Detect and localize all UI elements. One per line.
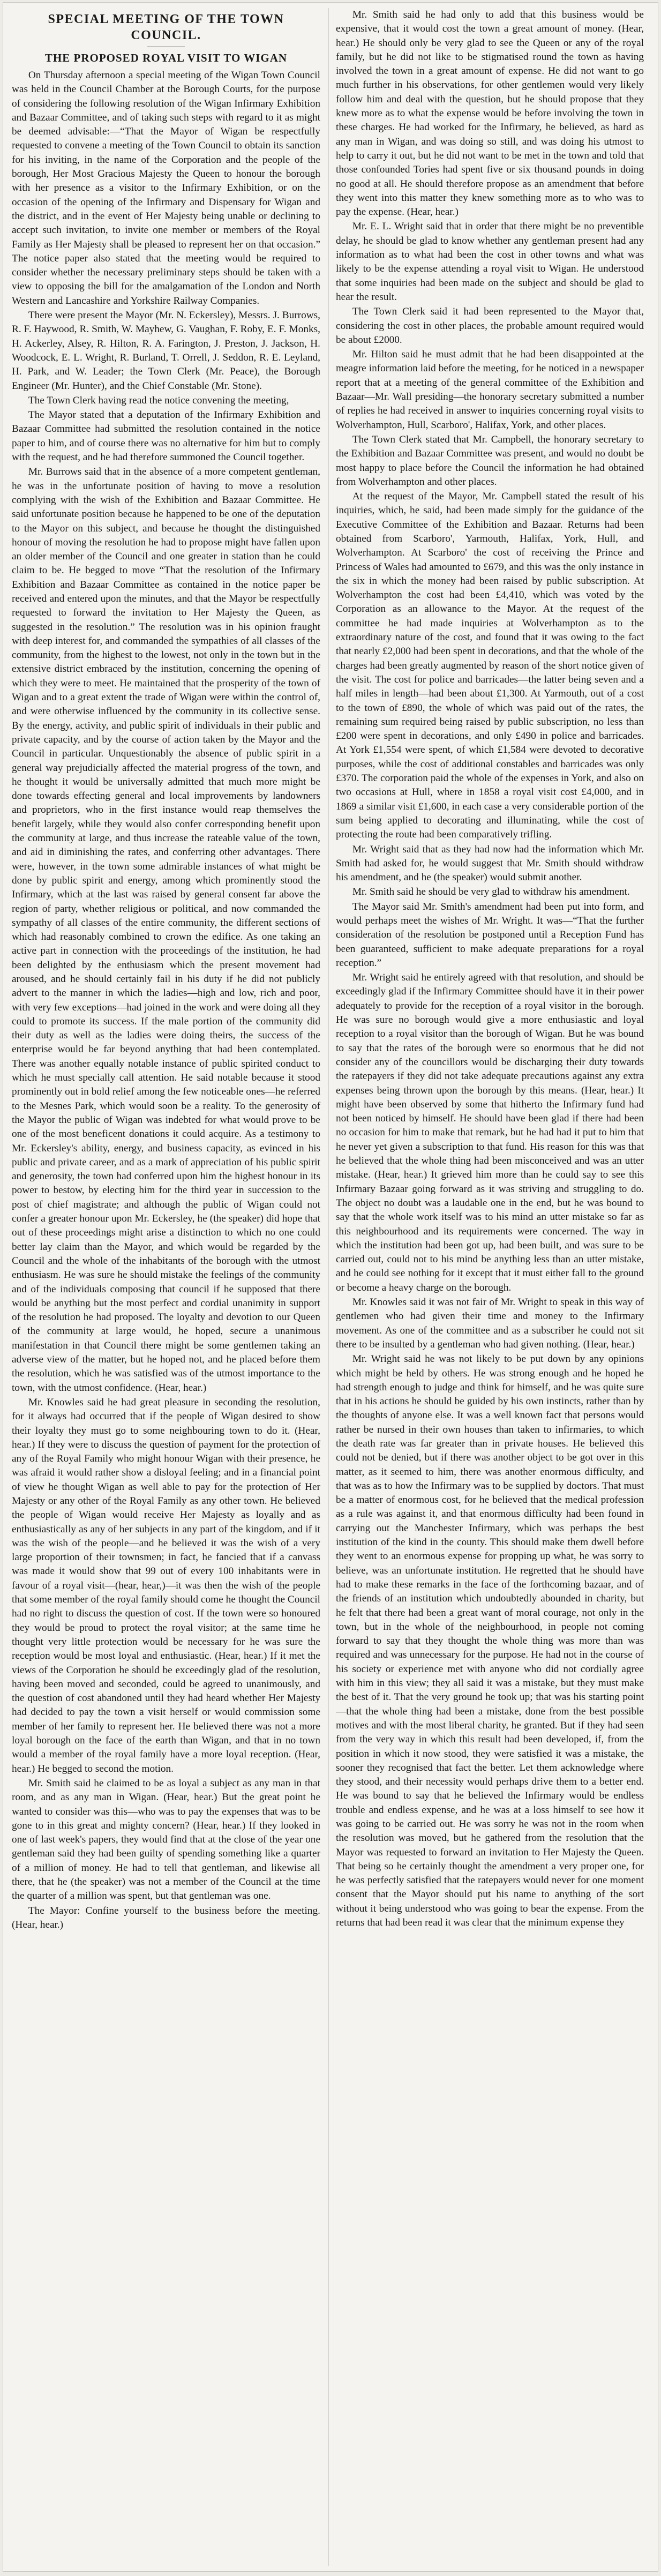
paragraph: Mr. Smith said he had only to add that this business would be expensive, that it would cost the town a great amount of money. (Hear, hear.) He should only be very glad to see the Queen or any of the royal family, but he did not like to be stigmatised round the town as having involved the town in a great amount of expense. He did not want to go much further in his observations, for other gentlemen would very likely follow him and deal with the question, but he should propose that they knew more as to what the expense would be before involving the town in these charges. He had worked for the Infirmary, he believed, as hard as any man in Wigan, and was doing so still, and was doing his utmost to help to carry it out, but he did not want to be met in the town and told that those confounded Tories had spent five or six thousand pounds in doing no good at all. He should therefore propose as an amendment that before they went into this matter they knew something more as to who was to pay the expense. (Hear, hear.): [336, 9, 644, 218]
paragraph: At the request of the Mayor, Mr. Campbell stated the result of his inquiries, which, he said, had been made simply for the guidance of the Executive Committee of the Exhibition and Bazaar. Returns had been obtained from Scarboro', Yarmouth, Halifax, York, Hull, and Wolverhampton. At Scarboro' the cost of receiving the Prince and Princess of Wales had amounted to £679, and this was the only instance in the six in which the money had been raised by public subscription. At Wolverhampton the cost had been £4,410, which was voted by the Corporation as an allowance to the Mayor. At the request of the committee he had made inquiries at Wolverhampton as to the extraordinary nature of the cost, and found that it was owing to the fact that nearly £2,000 had been spent in decorations, and that the whole of the charges had been greatly augmented by reason of the short notice given of the visit. The cost for police and barricades—the latter being seven and a half miles in length—had been about £1,300. At Yarmouth, out of a cost to the town of £890, the whole of which was paid out of the rates, the remaining sum required being raised by public subscription, no less than £200 were spent in decorations, and only £490 in police and barricades. At York £1,554 were spent, of which £1,584 were devoted to decorative purposes, while the cost of additional constables and barricades was only £370. The corporation paid the whole of the expenses in York, and also on two occasions at Hull, where in 1858 a royal visit cost £4,000, and in 1869 a similar visit £1,600, in each case a very considerable portion of the sum being applied to decorating and illuminating, while the cost of protecting the route had been comparatively trifling.: [336, 491, 644, 841]
subheadline: THE PROPOSED ROYAL VISIT TO WIGAN: [44, 51, 288, 64]
paragraph: Mr. E. L. Wright said that in order that there might be no preventible delay, he should be glad to know whether any gentleman present had any information as to what had been the cost in other towns and what was likely to be the expense attending a royal visit to Wigan. He understood that some inquiries had been made on the subject and should be glad to hear the result.: [336, 221, 644, 303]
paragraph: On Thursday afternoon a special meeting of the Wigan Town Council was held in the Council Chamber at the Borough Courts, for the purpose of considering the following resolution of the Wigan Infirmary Exhibition and Bazaar Committee, and of taking such steps with regard to it as might be deemed advisable:—“That the Mayor of Wigan be respectfully requested to convene a meeting of the Town Council to obtain its sanction for his inviting, in the name of the Corporation and the people of the borough, Her Most Gracious Majesty the Queen to honour the borough with her presence as a visitor to the Infirmary Exhibition, or on the occasion of the opening of the Infirmary and Dispensary for Wigan and the district, and in the event of Her Majesty being unable or declining to accept such invitation, to invite one member or members of the Royal Family as Her Majesty shall be pleased to represent her on that occasion.” The notice paper also stated that the meeting would be required to consider whether the necessary preliminary steps should be taken with a view to opposing the bill for the amalgamation of the London and North Western and Lancashire and Yorkshire Railway Companies.: [12, 70, 320, 306]
paragraph: The Town Clerk said it had been represented to the Mayor that, considering the cost in other places, the probable amount required would be about £2000.: [336, 306, 644, 346]
paragraph: Mr. Wright said that as they had now had the information which Mr. Smith had asked for, he would suggest that Mr. Smith should withdraw his amendment, and he (the speaker) would submit another.: [336, 843, 644, 883]
paragraph: Mr. Wright said he entirely agreed with that resolution, and should be exceedingly glad if the Infirmary Committee should have it in their power adequately to provide for the reception of a royal visitor in the borough. He was sure no borough would give a more enthusiastic and loyal reception to a royal visitor than the borough of Wigan. But he was bound to say that the rates of the borough were so enormous that he did not consider any of the councillors would be discharging their duty towards the ratepayers if they did not take adequate precautions against any extra expenses being thrown upon the borough by this means. (Hear, hear.) It might have been observed by some that hitherto the Infirmary fund had not been noticed by himself. He should have been glad if there had been no occasion for him to make that remark, but he had had it put to him that he never yet given a subscription to that fund. His reason for this was that he believed that the whole thing had been misconceived and was an utter mistake. (Hear, hear.) It grieved him more than he could say to see this Infirmary Bazaar going forward as it was striving and struggling to do. The object no doubt was a laudable one in the end, but he was bound to say that the whole work itself was to his mind an utter mistake so far as this neighbourhood and its requirements were concerned. The way in which the institution had been got up, had been built, and was sure to be carried out, could not to his mind be anything less than an utter mistake, and he could see nothing for it except that it must either fall to the ground or become a heavy charge on the borough.: [336, 972, 644, 1293]
newspaper-page: [3, 2, 658, 2572]
paragraph: Mr. Knowles said it was not fair of Mr. Wright to speak in this way of gentlemen who had given their time and money to the Infirmary movement. As one of the committee and as a subscriber he could not sit there to be insulted by a gentleman who had given nothing. (Hear, hear.): [336, 1297, 644, 1350]
paragraph: The Town Clerk having read the notice convening the meeting,: [28, 394, 289, 406]
paragraph: Mr. Hilton said he must admit that he had been disappointed at the meagre information laid before the meeting, for he noticed in a newspaper report that at a meeting of the general committee of the Exhibition and Bazaar—Mr. Wall presiding—the honorary secretary submitted a number of replies he had received in answer to inquiries concerning royal visits to Wolverhampton, Hull, Scarboro', Halifax, York, and other places.: [336, 349, 644, 431]
paragraph: The Mayor stated that a deputation of the Infirmary Exhibition and Bazaar Committee had submitted the resolution contained in the notice paper to him, and of course there was no alternative for him but to comply with the request, and he had therefore summoned the Council together.: [12, 409, 320, 463]
paragraph: Mr. Burrows said that in the absence of a more competent gentleman, he was in the unfortunate position of having to move a resolution complying with the wish of the Exhibition and Bazaar Committee. He said unfortunate position because he happened to be one of the deputation to the Mayor on this subject, and because he thought the distinguished honour of moving the resolution he had to propose might have fallen upon an older member of the Council and one greater in station than he could claim to be. He begged to move “That the resolution of the Infirmary Exhibition and Bazaar Committee as contained in the notice paper be received and entered upon the minutes, and that the Mayor be respectfully requested to forward the invitation to Her Majesty the Queen, as suggested in the resolution.” The resolution was in his opinion fraught with deep interest for, and commanded the sympathies of all classes of the community, from the highest to the lowest, not only in the town but in the extensive district embraced by the institution, concerning the opening of which they were to meet. He maintained that the prosperity of the town of Wigan and to a great extent the trade of Wigan were within the control of, and were otherwise influenced by the community in its collective sense. By the energy, activity, and public spirit of individuals in their public and private capacity, and by the course of action taken by the Mayor and the Council in particular. Unquestionably the absence of public spirit in a general way prejudicially affected the material progress of the town, and he thought it would be universally admitted that much more might be done towards effecting general and local improvements by landowners and proprietors, who in the first instance would reap themselves the benefit largely, while they would also confer corresponding benefit upon the community at large, and thus increase the rateable value of the town, and aid in diminishing the rates, and conferring other advantages. There were, however, in the town some admirable instances of what might be done by public spirit and energy, among which prominently stood the Infirmary, which at the last was raised by general consent far above the region of party, whether religious or political, and now commanded the sympathy of all classes of the entire community, the different sections of which had reasonably combined to crown the edifice. As one taking an active part in connection with the proceedings of the institution, he had been delighted by the enthusiasm which the present movement had aroused, and he should certainly fail in his duty if he did not publicly advert to the manner in which the ladies—high and low, rich and poor, with very few exceptions—had joined in the work and were doing all they could to promote its success. If the male portion of the community did their duty as well as the ladies were doing theirs, the success of the enterprise would be far beyond anything that had been contemplated. There was another equally notable instance of public spirited conduct to which he must specially call attention. He said notable because it stood prominently out in bold relief among the few noticeable ones—he referred to the Mesnes Park, which would soon be a reality. To the generosity of the Mayor the public of Wigan was indebted for what would prove to be one of the most beneficent donations it could acquire. As a testimony to Mr. Eckersley's ability, energy, and business capacity, as evinced in his public and private career, and as a mark of appreciation of his public spirit and generosity, the town had conferred upon him the highest honour in its power to bestow, by electing him for the third year in succession to the post of chief magistrate; and although the public of Wigan could not confer a greater honour upon Mr. Eckersley, he (the speaker) did hope that out of these proceedings might arise a distinction to which no one could better lay claim than the Mayor, and which would be regarded by the Council and the whole of the inhabitants of the borough with the utmost enthusiasm. He was sure he should mistake the feelings of the community and of the individuals composing that council if he supposed that there would be anything but the most perfect and cordial unanimity in support of the resolution he had proposed. The loyalty and devotion to our Queen of the community at large would, he hoped, secure a unanimous manifestation in that Council there might be some gentlemen taking an adverse view of the matter, but he hoped not, and he placed before them the resolution, which he was satisfied was of the utmost importance to the town, with the utmost confidence. (Hear, hear.): [12, 466, 320, 1394]
paragraph: The Mayor said Mr. Smith's amendment had been put into form, and would perhaps meet the wishes of Mr. Wright. It was—“That the further consideration of the resolution be postponed until a Reception Fund has been guaranteed, sufficient to make adequate preparations for a royal reception.”: [336, 901, 644, 969]
paragraph: The Town Clerk stated that Mr. Campbell, the honorary secretary to the Exhibition and Bazaar Committee was present, and would no doubt be most happy to place before the Council the information he had obtained from Wolverhampton and other places.: [336, 433, 644, 488]
column-right: [328, 8, 649, 2566]
paragraph: Mr. Wright said he was not likely to be put down by any opinions which might be held by others. He was strong enough and he hoped he had strength enough to judge and think for himself, and he was quite sure that in his actions he should be guided by his own instincts, rather than by the thoughts of anyone else. It was a well known fact that persons would rather be nursed in their own houses than taken to infirmaries, to which the death rate was far greater than in private houses. He believed this could not be denied, but if there was another object to be got over in this matter, as it seemed to him, there was another enormous difficulty, and that was as to how the Infirmary was to be supplied by doctors. That must be a matter of enormous cost, for he believed that the medical profession as a rule was against it, and that enormous difficulty had been found in carrying out the Manchester Infirmary, which was perhaps the best institution of the kind in the county. This should make them dwell before they went to an enormous expense for propping up what, he was sorry to believe, was an unfortunate institution. He regretted that he should have had to make these remarks in the face of the forthcoming bazaar, and of the friends of an institution which undoubtedly abounded in charity, but he felt that there had been a great want of moral courage, not only in the town, but in the whole of the neighbourhood, in people not coming forward to say that they thought the whole thing was more than was required and was unnecessary for the purpose. He had not in the course of his society or experience met with anyone who did not cordially agree with him in this view; they all said it was a mistake, but they must make the best of it. That the very ground he took up; that was his starting point—that the whole thing had been a mistake, done from the best possible motives and with the most liberal charity, he granted. But if they had seen from the very way in which this result had been developed, if, from the position in which it now stood, they were satisfied it was a mistake, the sooner they recognised that fact the better. Let them acknowledge where they stood, and their necessity would perhaps drive them to a better end. He was bound to say that he believed the Infirmary would be endless trouble and endless expense, and he was at a loss himself to see how it was going to be carried out. He was sorry he was not in the room when the resolution was moved, but he gathered from the resolution that the Mayor was requested to forward an invitation to Her Majesty the Queen. That being so he certainly thought the amendment a very proper one, for he was perfectly satisfied that the ratepayers would never for one moment consent that the Mayor should put his name to anything of the sort without it being understood who was going to bear the expense. From the returns that had been read it was clear that the minimum expense they: [336, 1353, 644, 1929]
headline: SPECIAL MEETING OF THE TOWN COUNCIL.: [48, 12, 284, 42]
paragraph: Mr. Knowles said he had great pleasure in seconding the resolution, for it always had occurred that if the people of Wigan desired to show their loyalty they must go to some neighbouring town to do it. (Hear, hear.) If they were to discuss the question of payment for the protection of any of the Royal Family who might honour Wigan with their presence, he was afraid it would rather show a disloyal feeling; and in a financial point of view he thought Wigan as well able to pay for the protection of Her Majesty or any other of the Royal Family as any other town. He believed the people of Wigan would receive Her Majesty as loyally and as enthusiastically as any of her subjects in any part of the kingdom, and if it was the wish of the people—and he believed it was the wish of a very large proportion of their townsmen; in fact, he fancied that if a canvass was made it would show that 99 out of every 100 inhabitants were in favour of a royal visit—(hear, hear,)—it was then the wish of the people that some member of the royal family should come he thought the Council had no right to discuss the question of cost. If the town were so honoured they would be proud to protect the royal visitor; at the same time he thought very little protection would be necessary for he was sure the reception would be most loyal and enthusiastic. (Hear, hear.) If it met the views of the Corporation he should be exceedingly glad of the resolution, having been moved and seconded, could be agreed to unanimously, and the question of cost abandoned until they had heard whether Her Majesty had decided to pay the town a visit herself or would commission some member of her family to represent her. He believed there was not a more loyal borough on the face of the earth than Wigan, and that in no town would a member of the royal family have a more loyal reception. (Hear, hear.) He begged to second the motion.: [12, 1396, 320, 1774]
columns: [6, 8, 655, 2566]
paragraph: Mr. Smith said he should be very glad to withdraw his amendment.: [352, 886, 630, 898]
column-left: [6, 8, 328, 2566]
paragraph: Mr. Smith said he claimed to be as loyal a subject as any man in that room, and as any man in Wigan. (Hear, hear.) But the great point he wanted to consider was this—who was to pay the expenses that was to be gone to in this great and mighty concern? (Hear, hear.) If they looked in one of last week's papers, they would find that at the close of the year one gentleman said they had been guilty of spending something like a quarter of a million of money. He had to tell that gentleman, and likewise all there, that he (the speaker) was not a member of the Council at the time the quarter of a million was spent, but that gentleman was one.: [12, 1777, 320, 1902]
paragraph: The Mayor: Confine yourself to the business before the meeting. (Hear, hear.): [12, 1905, 320, 1930]
paragraph: There were present the Mayor (Mr. N. Eckersley), Messrs. J. Burrows, R. F. Haywood, R. Smith, W. Mayhew, G. Vaughan, F. Roby, E. F. Monks, H. Ackerley, Alsey, R. Hilton, R. A. Farington, J. Preston, J. Jackson, H. Woodcock, E. L. Wright, R. Burland, T. Orrell, J. Seddon, R. E. Leyland, H. Park, and W. Leader; the Town Clerk (Mr. Peace), the Borough Engineer (Mr. Hunter), and the Chief Constable (Mr. Stone).: [12, 310, 320, 392]
